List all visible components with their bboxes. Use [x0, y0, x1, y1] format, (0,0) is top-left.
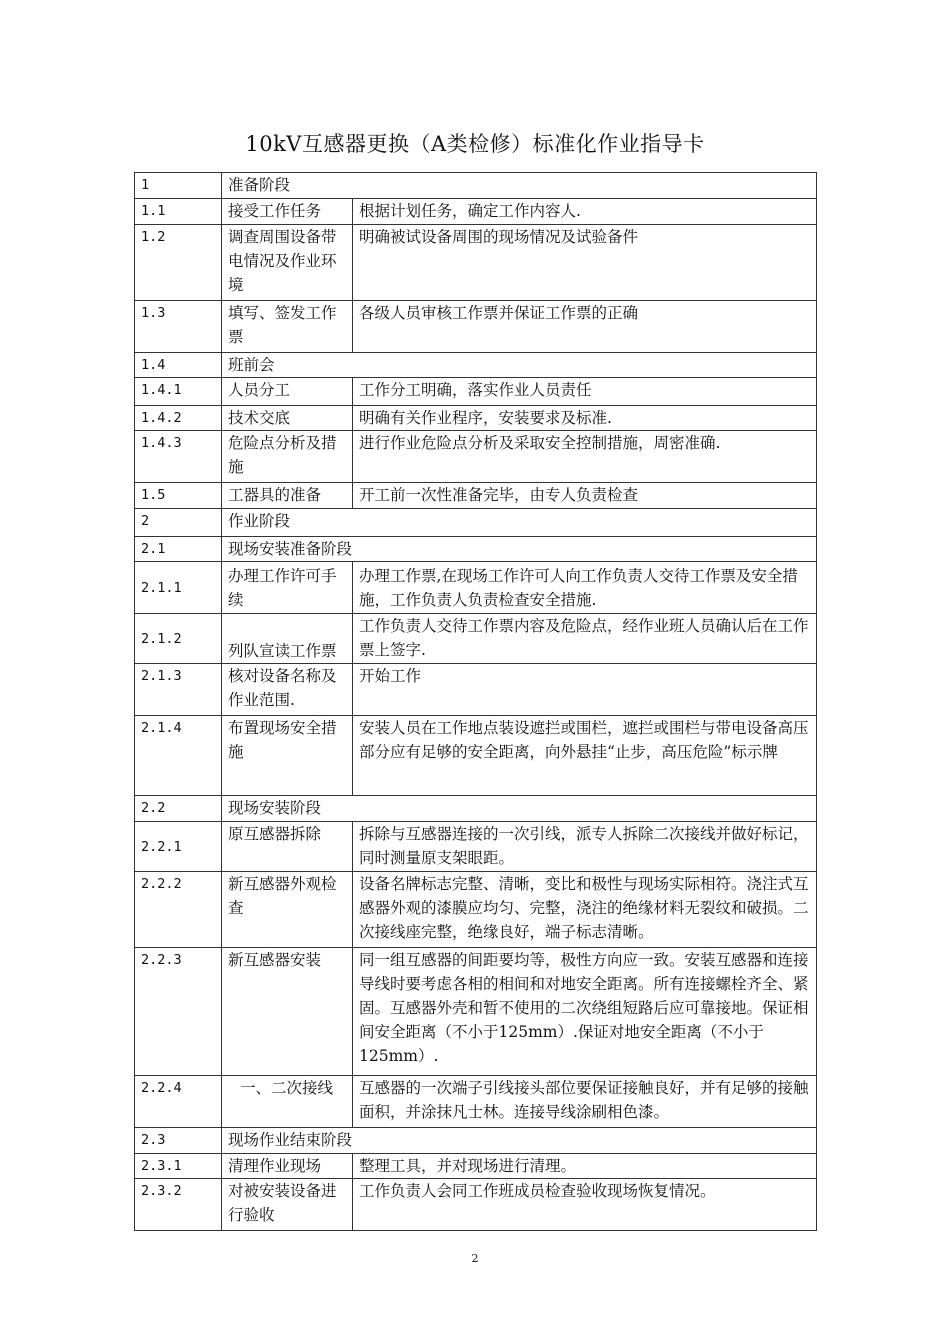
- row-number: 2.2.1: [135, 822, 222, 872]
- table-row: [135, 948, 817, 1076]
- step-name: 调查周围设备带电情况及作业环境: [222, 225, 353, 301]
- table-row: [135, 872, 817, 948]
- section-title: 班前会: [222, 353, 817, 378]
- step-description: 工作负责人会同工作班成员检查验收现场恢复情况。: [353, 1179, 817, 1231]
- row-number: 2.2: [135, 796, 222, 822]
- step-description: 设备名牌标志完整、清晰，变比和极性与现场实际相符。浇注式互感器外观的漆膜应均匀、完整，浇注的绝缘材料无裂纹和破损。二次接线座完整，绝缘良好，端子标志清晰。: [353, 872, 817, 948]
- step-name: 对被安装设备进行验收: [222, 1179, 353, 1231]
- table-row: [135, 199, 817, 225]
- step-name: 核对设备名称及作业范围.: [222, 664, 353, 716]
- section-row: [135, 1128, 817, 1154]
- row-number: 2.3.2: [135, 1179, 222, 1231]
- row-number: 1.5: [135, 483, 222, 509]
- step-name: 技术交底: [222, 406, 353, 431]
- row-number: 2.1.4: [135, 716, 222, 796]
- step-description: 各级人员审核工作票并保证工作票的正确: [353, 301, 817, 353]
- table-row: [135, 716, 817, 796]
- table-row: [135, 664, 817, 716]
- table-row: [135, 225, 817, 301]
- step-description: 安装人员在工作地点装设遮拦或围栏，遮拦或围栏与带电设备高压部分应有足够的安全距离，向外悬挂“止步，高压危险”标示牌: [353, 716, 817, 796]
- table-row: [135, 483, 817, 509]
- section-row: [135, 173, 817, 199]
- step-description: 明确有关作业程序，安装要求及标准.: [353, 406, 817, 431]
- page-number: 2: [471, 1252, 479, 1265]
- row-number: 1.4.3: [135, 431, 222, 483]
- section-title: 作业阶段: [222, 509, 817, 537]
- table-row: [135, 1154, 817, 1179]
- row-number: 2.1.2: [135, 614, 222, 664]
- row-number: 2.1.3: [135, 664, 222, 716]
- row-number: 2.2.4: [135, 1076, 222, 1128]
- section-row: [135, 537, 817, 562]
- section-title: 准备阶段: [222, 173, 817, 199]
- step-name: 布置现场安全措施: [222, 716, 353, 796]
- row-number: 2: [135, 509, 222, 537]
- step-description: 拆除与互感器连接的一次引线，派专人拆除二次接线并做好标记，同时测量原支架眼距。: [353, 822, 817, 872]
- step-description: 整理工具，并对现场进行清理。: [353, 1154, 817, 1179]
- section-row: [135, 353, 817, 378]
- table-row: [135, 614, 817, 664]
- row-number: 1.4.1: [135, 378, 222, 406]
- row-number: 2.2.3: [135, 948, 222, 1076]
- step-name: 新互感器安装: [222, 948, 353, 1076]
- table-row: [135, 822, 817, 872]
- step-description: 同一组互感器的间距要均等，极性方向应一致。安装互感器和连接导线时要考虑各相的相间和对地安全距离。所有连接螺栓齐全、紧固。互感器外壳和暂不使用的二次绕组短路后应可靠接地。保证相间安全距离（不小于125mm）.保证对地安全距离（不小于125mm）.: [353, 948, 817, 1076]
- row-number: 2.1: [135, 537, 222, 562]
- table-row: [135, 1179, 817, 1231]
- table-row: [135, 301, 817, 353]
- step-description: 开始工作: [353, 664, 817, 716]
- step-name: 接受工作任务: [222, 199, 353, 225]
- step-name: 填写、签发工作票: [222, 301, 353, 353]
- step-name: 办理工作许可手续: [222, 562, 353, 614]
- step-name: 一、二次接线: [222, 1076, 353, 1128]
- step-name: 危险点分析及措施: [222, 431, 353, 483]
- row-number: 1.4.2: [135, 406, 222, 431]
- row-number: 2.3.1: [135, 1154, 222, 1179]
- step-name: 原互感器拆除: [222, 822, 353, 872]
- row-number: 2.1.1: [135, 562, 222, 614]
- table-row: [135, 406, 817, 431]
- section-title: 现场安装阶段: [222, 796, 817, 822]
- table-row: [135, 431, 817, 483]
- section-title: 现场安装准备阶段: [222, 537, 817, 562]
- table-row: [135, 1076, 817, 1128]
- row-number: 1.4: [135, 353, 222, 378]
- step-name: 新互感器外观检查: [222, 872, 353, 948]
- row-number: 1.3: [135, 301, 222, 353]
- step-description: 进行作业危险点分析及采取安全控制措施，周密准确.: [353, 431, 817, 483]
- row-number: 2.2.2: [135, 872, 222, 948]
- step-name: 人员分工: [222, 378, 353, 406]
- step-description: 明确被试设备周围的现场情况及试验备件: [353, 225, 817, 301]
- step-name: 工器具的准备: [222, 483, 353, 509]
- step-description: 互感器的一次端子引线接头部位要保证接触良好，并有足够的接触面积，并涂抹凡士林。连接导线涂刷相色漆。: [353, 1076, 817, 1128]
- step-description: 工作负责人交待工作票内容及危险点，经作业班人员确认后在工作票上签字.: [353, 614, 817, 664]
- section-row: [135, 509, 817, 537]
- step-name: 列队宣读工作票: [222, 614, 353, 664]
- section-title: 现场作业结束阶段: [222, 1128, 817, 1154]
- row-number: 1.1: [135, 199, 222, 225]
- row-number: 2.3: [135, 1128, 222, 1154]
- table-row: [135, 378, 817, 406]
- section-row: [135, 796, 817, 822]
- step-description: 根据计划任务，确定工作内容人.: [353, 199, 817, 225]
- page-title: 10kV互感器更换（A类检修）标准化作业指导卡: [245, 132, 705, 156]
- table-row: [135, 562, 817, 614]
- work-instruction-table: [134, 172, 817, 1231]
- step-description: 工作分工明确，落实作业人员责任: [353, 378, 817, 406]
- row-number: 1.2: [135, 225, 222, 301]
- step-description: 开工前一次性准备完毕，由专人负责检查: [353, 483, 817, 509]
- row-number: 1: [135, 173, 222, 199]
- step-name: 清理作业现场: [222, 1154, 353, 1179]
- step-description: 办理工作票,在现场工作许可人向工作负责人交待工作票及安全措施，工作负责人负责检查安全措施.: [353, 562, 817, 614]
